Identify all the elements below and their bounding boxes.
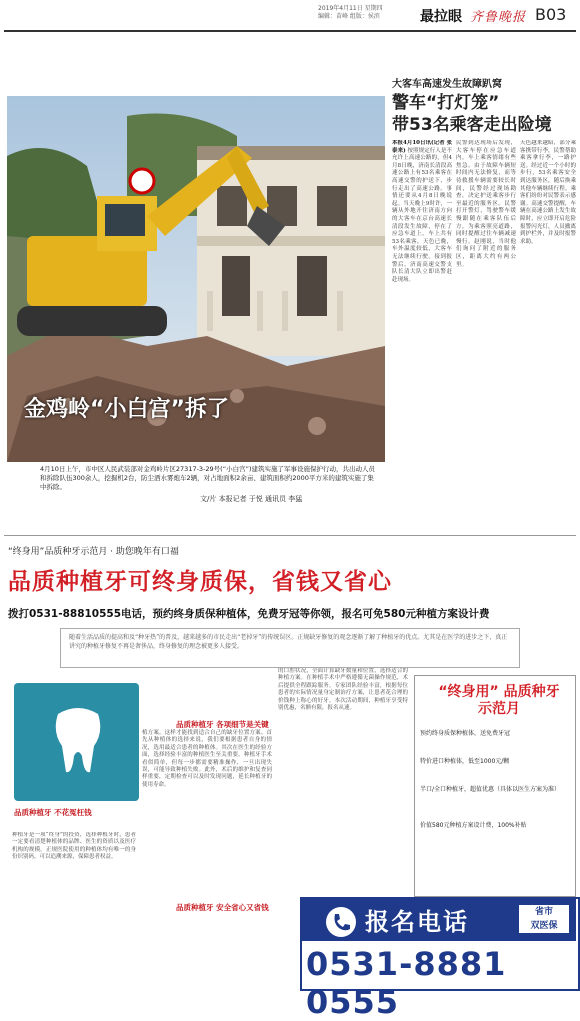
story-headline-line1: 警车“打灯笼” — [392, 93, 500, 113]
ad-title: 品质种植牙可终身质保，省钱又省心 — [8, 569, 392, 595]
ad-column-2: 植方案。这样才能找到适合自己的缺牙位置方案。首先从种植体的选择来说，我们要根据患者自身的情况，选用最适合患者的种植体。其次在医生的经验方面，选择经验丰富的种植医生至关重要。种植牙手术看似简单，但每一步都需要精准操作，一旦出现失误，可能导致种植失败。此外，术后的维护和复查同样重要，定期检查可以及时发现问题，延长种植牙的使用寿命。 — [142, 730, 272, 788]
phone-icon — [325, 906, 357, 942]
article-byline: 本报4月10日讯(记者 张泰来) — [392, 140, 452, 154]
header-editor: 编辑：苗峰 组版：侯滨 — [318, 13, 380, 20]
page-number: B03 — [535, 5, 567, 24]
ad-callout: 拨打0531-88810555电话，预约终身质保种植体，免费牙冠等你领，报名可免580元种植方案设计费 — [8, 608, 490, 620]
header-rule — [4, 30, 576, 32]
photo-caption: 金鸡岭“小白宫”拆了 — [24, 397, 229, 422]
article-column-3: 天色越来越暗，部分乘客携带行李，民警帮助乘客拿行李，一路护送。经过近一个小时的步行，53名乘客安全到达服务区，随后换乘其他车辆继续行程。乘客们纷纷对民警表示感谢。高速交警提醒，车辆在高速公路上发生故障时，应立即开启危险报警闪光灯，人员撤离到护栏外，并及时报警求助。 — [520, 140, 576, 245]
article-column-2: 民警到达现场后发现，大客车停在应急车道内，车上乘客情绪有些焦急。由于故障车辆短时间内无法修复，而等待救援车辆需要较长时间，民警经过现场勘查，决定护送乘客步行至最近的服务区。民警打开警灯，驾驶警车缓慢跟随在乘客队伍后方，为乘客照亮道路，同时提醒过往车辆减速慢行。赵刚说，当时他们询问了附近的服务区，距离大约有两公里。 — [456, 140, 516, 268]
article-column-1-text: 按照规定行人是不允许上高速公路的，但4月8日晚，济南长清段高速公路上有53名乘客在高速交警的护送下，步行走出了高速公路。事情还要从4月8日晚说起。当天晚上9时许，一辆从外地开往济南方向的大客车在京台高速长清段发生故障，停在了应急车道上。车上共有53名乘客，天色已晚，车外温度较低，大客车无法继续行驶。接到报警后，济南高速交警支队长清大队立即出警赶赴现场。 — [392, 147, 452, 283]
ad-column-3: 的口腔状况，全面计算缺牙数量和位置，选择适合的种植方案。在种植手术中严格遵循无菌操作规范，术后提供全程跟踪服务。专家团队经验丰富，根据每位患者的实际情况量身定制治疗方案，让患者花合理的价钱种上称心的好牙。本次活动期间，种植牙享受特别优惠，名额有限，报名从速。 — [278, 668, 408, 712]
story-headline-line2: 带53名乘客走出险境 — [392, 115, 552, 135]
photo-credit: 文/片 本报记者 于悦 通讯员 李猛 — [200, 495, 303, 503]
ad-section-1-heading: 品质种植牙 不花冤枉钱 — [14, 808, 92, 817]
promo-feature-3: 半口/全口种植牙，超值优惠（具体以医生方案为准） — [420, 786, 561, 793]
promo-feature-4: 价值580元种植方案设计费，100%补贴 — [420, 822, 527, 829]
ad-banner: “终身用”品质种牙示范月 · 助您晚年有口福 — [8, 547, 179, 557]
insurance-badge — [519, 905, 569, 933]
insurance-badge-bottom: 双医保 — [530, 921, 558, 931]
ad-intro: 随着生活品质的提高和及“种牙热”的普及，越来越多的市民走出“老掉牙”的传统误区。正规缺牙修复的观念逐渐了解了种植牙的优点。尤其是在医学的进步之下，真正讲究的种植牙修复不再是奢侈品，终身修复的理念被更多人接受。 — [60, 628, 520, 668]
ad-column-1: 种植牙是一项“终身”的投资，选择种植牙时，患者一定要看清楚种植体的品牌、医生的资质以及医疗机构的规模。正规医院使用的种植体均有唯一的身份识别码，可以追溯来源，保障患者权益。 — [12, 832, 136, 861]
ad-section-3-heading: 品质种植牙 安全省心又省钱 — [176, 903, 269, 912]
header-date: 2019年4月11日 星期四 — [318, 5, 383, 12]
article-column-1 — [392, 140, 452, 522]
promo-title: “终身用” 品质种牙示范月 — [438, 684, 560, 717]
photo-description: 4月10日上午，市中区人民武装部对金鸡岭片区27317-3-29号(“小白宫”)建筑实施了军事设施保护行动，共出动人员和拆除队伍300余人，挖掘机2台，防尘洒水雾炮车2辆，对占地面积2余亩、建筑面积约2000平方米的建筑实施了集中拆除。 — [40, 465, 375, 491]
tooth-icon — [52, 706, 104, 780]
signup-phone-label: 报名电话 — [365, 908, 469, 936]
story-kicker: 大客车高速发生故障趴窝 — [392, 79, 502, 90]
section-title: 最拉眼 — [420, 9, 462, 25]
signup-phone-number: 0531-8881 0555 — [306, 945, 507, 1021]
ad-section-2-heading: 品质种植牙 各项细节是关键 — [176, 720, 269, 729]
newspaper-logo: 齐鲁晚报 — [470, 10, 527, 25]
section-divider — [4, 535, 576, 536]
promo-feature-1: 预约终身质保种植体，送免费牙冠 — [420, 730, 511, 737]
insurance-badge-top: 省市 — [534, 907, 553, 917]
promo-feature-2: 特价进口种植体，低至1000元/颗 — [420, 758, 510, 765]
